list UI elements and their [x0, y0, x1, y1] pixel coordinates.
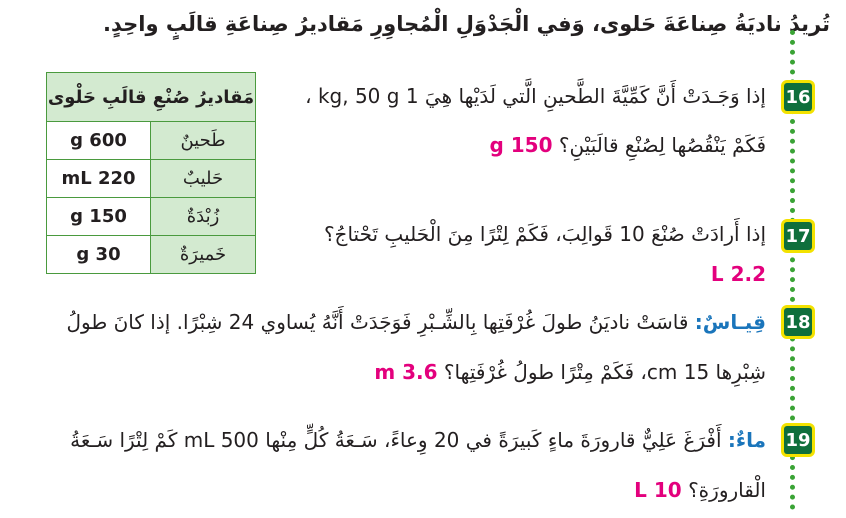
- question-number: 17: [784, 222, 812, 250]
- ingredient-value: 150 g: [47, 198, 151, 236]
- table-row: [47, 198, 256, 236]
- question-18-line-2: [374, 360, 766, 384]
- question-16-line-2: [489, 133, 766, 157]
- question-number: 16: [784, 83, 812, 111]
- question-18-line-1: [66, 310, 766, 334]
- ingredient-name: طَحينٌ: [151, 122, 256, 160]
- ingredient-value: 30 g: [47, 236, 151, 274]
- table-row: [47, 122, 256, 160]
- question-number: 19: [784, 426, 812, 454]
- ingredients-table: [46, 72, 256, 274]
- question-16-text: فَكَمْ يَنْقُصُها لِصُنْعِ قالَبَيْنِ؟: [558, 133, 766, 157]
- question-19-text-2: الْقارورَةِ؟: [688, 478, 766, 502]
- answer-16: 150 g: [489, 133, 553, 157]
- intro-text: تُريدُ ناديَةُ صِناعَةَ حَلوى، وَفي الْجَدْوَلِ الْمُجاوِرِ مَقاديرُ صِناعَةِ قالَبٍ واحِدٍ.: [103, 12, 830, 36]
- ingredient-name: زُبْدَةٌ: [151, 198, 256, 236]
- question-19-text: أَفْرَغَ عَلِيٌّ قارورَةَ ماءٍ كَبيرَةً في 20 وِعاءً، سَـعَةُ كُلٍّ مِنْها 500 mL كَمْ لِتْرًا سَـعَةُ: [70, 428, 722, 452]
- keyword-water: ماءٌ:: [727, 428, 766, 452]
- question-number-badge: [781, 305, 815, 339]
- question-number-badge: [781, 219, 815, 253]
- table-header-row: [47, 73, 256, 122]
- question-16-line-1: إذا وَجَـدَتْ أَنَّ كَمِّيَّةَ الطَّحينِ الَّتي لَدَيْها هِيَ 1 kg, 50 g ،: [305, 84, 766, 108]
- question-19-line-1: [70, 428, 766, 452]
- question-number-badge: [781, 423, 815, 457]
- ingredient-name: حَليبٌ: [151, 160, 256, 198]
- answer-18: 3.6 m: [374, 360, 438, 384]
- ingredient-value: 600 g: [47, 122, 151, 160]
- keyword-measurement: قِيـاسٌ:: [694, 310, 766, 334]
- question-18-text-2: شِبْرِها 15 cm، فَكَمْ مِتْرًا طولُ غُرْفَتِها؟: [443, 360, 766, 384]
- table-row: [47, 160, 256, 198]
- ingredient-name: خَميرَةٌ: [151, 236, 256, 274]
- answer-17: 2.2 L: [710, 262, 766, 286]
- answer-19: 10 L: [634, 478, 682, 502]
- question-19-line-2: [634, 478, 766, 502]
- ingredient-value: 220 mL: [47, 160, 151, 198]
- question-18-text: قاسَتْ ناديَنُ طولَ غُرْفَتِها بِالشِّـبْرِ فَوَجَدَتْ أَنَّهُ يُساوي 24 شِبْرًا. إذا كانَ طولُ: [66, 310, 689, 334]
- table-row: [47, 236, 256, 274]
- question-number: 18: [784, 308, 812, 336]
- question-number-badge: [781, 80, 815, 114]
- table-header: مَقاديرُ صُنْعِ قالَبِ حَلْوى: [47, 73, 256, 122]
- question-17-line-1: إذا أَرادَتْ صُنْعَ 10 قَوالِبَ، فَكَمْ لِتْرًا مِنَ الْحَليبِ تَحْتاجُ؟: [323, 222, 766, 246]
